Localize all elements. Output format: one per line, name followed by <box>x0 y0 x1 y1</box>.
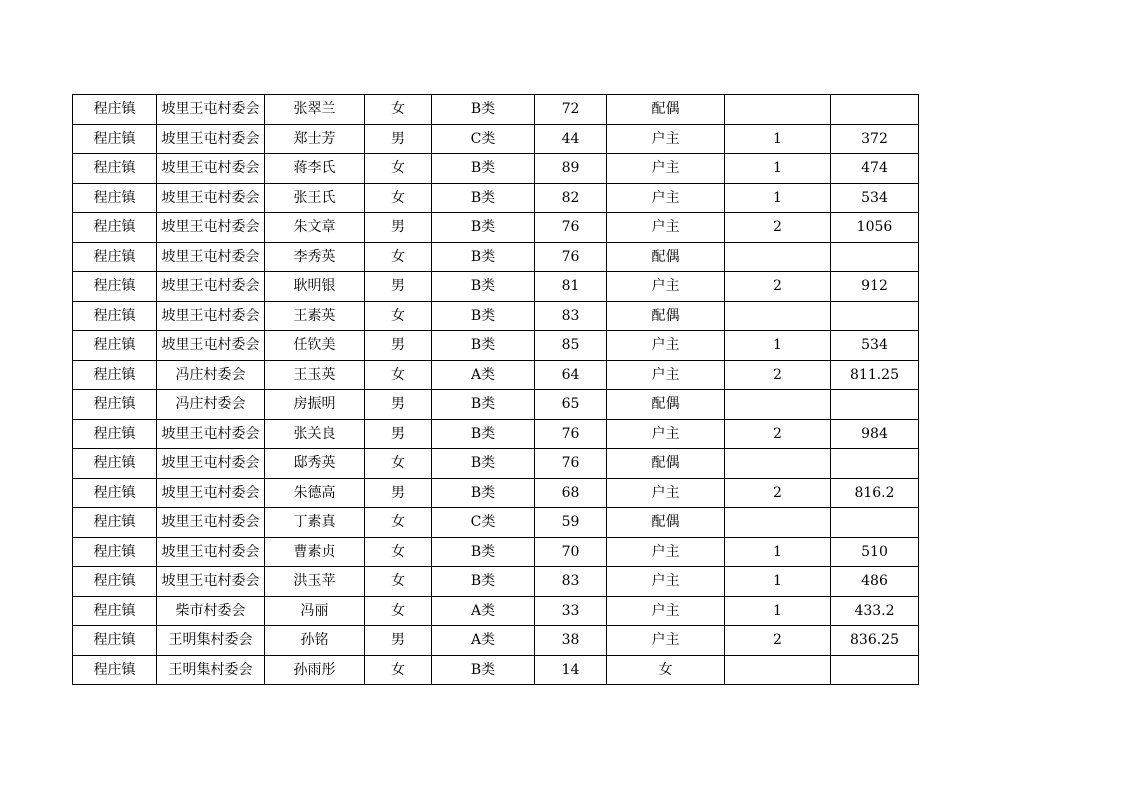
name-cell: 王玉英 <box>265 360 365 390</box>
town-cell: 程庄镇 <box>73 272 157 302</box>
table-row <box>73 478 919 508</box>
name-cell: 张翠兰 <box>265 95 365 125</box>
household-size-cell: 1 <box>725 596 831 626</box>
gender-cell: 男 <box>365 626 432 656</box>
category-cell: B类 <box>432 390 535 420</box>
table-body <box>73 95 919 685</box>
table-row <box>73 596 919 626</box>
age-cell: 83 <box>535 567 607 597</box>
town-cell: 程庄镇 <box>73 331 157 361</box>
amount-cell: 372 <box>831 124 919 154</box>
name-cell: 朱文章 <box>265 213 365 243</box>
household-size-cell <box>725 301 831 331</box>
name-cell: 房振明 <box>265 390 365 420</box>
relation-cell: 配偶 <box>607 301 725 331</box>
relation-cell: 配偶 <box>607 242 725 272</box>
town-cell: 程庄镇 <box>73 449 157 479</box>
relation-cell: 户主 <box>607 331 725 361</box>
gender-cell: 女 <box>365 567 432 597</box>
town-cell: 程庄镇 <box>73 183 157 213</box>
name-cell: 邸秀英 <box>265 449 365 479</box>
amount-cell: 486 <box>831 567 919 597</box>
name-cell: 孙雨彤 <box>265 655 365 685</box>
household-size-cell: 1 <box>725 124 831 154</box>
relation-cell: 户主 <box>607 154 725 184</box>
gender-cell: 女 <box>365 655 432 685</box>
table-row <box>73 508 919 538</box>
amount-cell: 811.25 <box>831 360 919 390</box>
category-cell: C类 <box>432 508 535 538</box>
town-cell: 程庄镇 <box>73 508 157 538</box>
amount-cell: 984 <box>831 419 919 449</box>
amount-cell <box>831 508 919 538</box>
village-cell: 坡里王屯村委会 <box>157 301 265 331</box>
amount-cell: 534 <box>831 331 919 361</box>
gender-cell: 女 <box>365 154 432 184</box>
age-cell: 82 <box>535 183 607 213</box>
table-row <box>73 95 919 125</box>
gender-cell: 女 <box>365 360 432 390</box>
village-cell: 坡里王屯村委会 <box>157 154 265 184</box>
town-cell: 程庄镇 <box>73 655 157 685</box>
relation-cell: 户主 <box>607 360 725 390</box>
table-row <box>73 537 919 567</box>
category-cell: B类 <box>432 154 535 184</box>
category-cell: B类 <box>432 183 535 213</box>
town-cell: 程庄镇 <box>73 124 157 154</box>
village-cell: 坡里王屯村委会 <box>157 183 265 213</box>
name-cell: 孙铭 <box>265 626 365 656</box>
age-cell: 85 <box>535 331 607 361</box>
town-cell: 程庄镇 <box>73 301 157 331</box>
household-size-cell <box>725 390 831 420</box>
village-cell: 坡里王屯村委会 <box>157 242 265 272</box>
name-cell: 王素英 <box>265 301 365 331</box>
table-row <box>73 655 919 685</box>
gender-cell: 男 <box>365 213 432 243</box>
age-cell: 38 <box>535 626 607 656</box>
household-size-cell: 2 <box>725 360 831 390</box>
category-cell: B类 <box>432 419 535 449</box>
age-cell: 64 <box>535 360 607 390</box>
category-cell: B类 <box>432 449 535 479</box>
relation-cell: 配偶 <box>607 390 725 420</box>
village-cell: 坡里王屯村委会 <box>157 567 265 597</box>
village-cell: 柴市村委会 <box>157 596 265 626</box>
name-cell: 任钦美 <box>265 331 365 361</box>
category-cell: B类 <box>432 213 535 243</box>
town-cell: 程庄镇 <box>73 596 157 626</box>
amount-cell <box>831 242 919 272</box>
village-cell: 王明集村委会 <box>157 655 265 685</box>
village-cell: 冯庄村委会 <box>157 360 265 390</box>
category-cell: B类 <box>432 537 535 567</box>
town-cell: 程庄镇 <box>73 360 157 390</box>
category-cell: A类 <box>432 626 535 656</box>
age-cell: 59 <box>535 508 607 538</box>
amount-cell: 836.25 <box>831 626 919 656</box>
age-cell: 83 <box>535 301 607 331</box>
relation-cell: 配偶 <box>607 449 725 479</box>
village-cell: 坡里王屯村委会 <box>157 124 265 154</box>
amount-cell: 510 <box>831 537 919 567</box>
town-cell: 程庄镇 <box>73 242 157 272</box>
name-cell: 张关良 <box>265 419 365 449</box>
table-row <box>73 242 919 272</box>
town-cell: 程庄镇 <box>73 419 157 449</box>
amount-cell <box>831 95 919 125</box>
gender-cell: 女 <box>365 95 432 125</box>
category-cell: B类 <box>432 331 535 361</box>
relation-cell: 配偶 <box>607 95 725 125</box>
village-cell: 坡里王屯村委会 <box>157 95 265 125</box>
village-cell: 王明集村委会 <box>157 626 265 656</box>
relation-cell: 户主 <box>607 124 725 154</box>
household-size-cell <box>725 449 831 479</box>
age-cell: 81 <box>535 272 607 302</box>
amount-cell <box>831 449 919 479</box>
relation-cell: 户主 <box>607 272 725 302</box>
village-cell: 坡里王屯村委会 <box>157 478 265 508</box>
age-cell: 76 <box>535 242 607 272</box>
age-cell: 65 <box>535 390 607 420</box>
category-cell: B类 <box>432 301 535 331</box>
amount-cell: 816.2 <box>831 478 919 508</box>
name-cell: 丁素真 <box>265 508 365 538</box>
village-cell: 坡里王屯村委会 <box>157 213 265 243</box>
relation-cell: 配偶 <box>607 508 725 538</box>
gender-cell: 女 <box>365 508 432 538</box>
category-cell: B类 <box>432 95 535 125</box>
age-cell: 68 <box>535 478 607 508</box>
town-cell: 程庄镇 <box>73 478 157 508</box>
household-size-cell: 2 <box>725 213 831 243</box>
table-row <box>73 331 919 361</box>
household-size-cell: 1 <box>725 331 831 361</box>
name-cell: 洪玉苹 <box>265 567 365 597</box>
town-cell: 程庄镇 <box>73 567 157 597</box>
household-size-cell <box>725 95 831 125</box>
name-cell: 曹素贞 <box>265 537 365 567</box>
category-cell: B类 <box>432 272 535 302</box>
amount-cell: 534 <box>831 183 919 213</box>
name-cell: 耿明银 <box>265 272 365 302</box>
amount-cell: 912 <box>831 272 919 302</box>
gender-cell: 女 <box>365 242 432 272</box>
household-size-cell: 1 <box>725 154 831 184</box>
table-row <box>73 183 919 213</box>
category-cell: B类 <box>432 242 535 272</box>
village-cell: 坡里王屯村委会 <box>157 419 265 449</box>
amount-cell <box>831 301 919 331</box>
amount-cell <box>831 390 919 420</box>
category-cell: A类 <box>432 596 535 626</box>
village-cell: 冯庄村委会 <box>157 390 265 420</box>
relation-cell: 户主 <box>607 183 725 213</box>
household-size-cell <box>725 508 831 538</box>
relation-cell: 户主 <box>607 596 725 626</box>
town-cell: 程庄镇 <box>73 390 157 420</box>
gender-cell: 女 <box>365 183 432 213</box>
gender-cell: 男 <box>365 331 432 361</box>
relation-cell: 户主 <box>607 567 725 597</box>
town-cell: 程庄镇 <box>73 95 157 125</box>
amount-cell <box>831 655 919 685</box>
name-cell: 李秀英 <box>265 242 365 272</box>
table-row <box>73 449 919 479</box>
village-cell: 坡里王屯村委会 <box>157 449 265 479</box>
category-cell: B类 <box>432 478 535 508</box>
amount-cell: 474 <box>831 154 919 184</box>
household-size-cell: 2 <box>725 626 831 656</box>
village-cell: 坡里王屯村委会 <box>157 331 265 361</box>
table-row <box>73 213 919 243</box>
town-cell: 程庄镇 <box>73 626 157 656</box>
name-cell: 冯丽 <box>265 596 365 626</box>
household-size-cell: 1 <box>725 537 831 567</box>
relation-cell: 户主 <box>607 626 725 656</box>
table-row <box>73 419 919 449</box>
gender-cell: 女 <box>365 596 432 626</box>
table-row <box>73 301 919 331</box>
gender-cell: 男 <box>365 478 432 508</box>
category-cell: C类 <box>432 124 535 154</box>
relation-cell: 户主 <box>607 478 725 508</box>
age-cell: 33 <box>535 596 607 626</box>
table-row <box>73 626 919 656</box>
name-cell: 朱德高 <box>265 478 365 508</box>
amount-cell: 1056 <box>831 213 919 243</box>
table-row <box>73 124 919 154</box>
gender-cell: 女 <box>365 449 432 479</box>
household-size-cell <box>725 655 831 685</box>
age-cell: 76 <box>535 213 607 243</box>
category-cell: B类 <box>432 567 535 597</box>
table-row <box>73 272 919 302</box>
table-row <box>73 154 919 184</box>
gender-cell: 男 <box>365 419 432 449</box>
village-cell: 坡里王屯村委会 <box>157 272 265 302</box>
household-size-cell: 2 <box>725 478 831 508</box>
town-cell: 程庄镇 <box>73 213 157 243</box>
age-cell: 89 <box>535 154 607 184</box>
table-row <box>73 567 919 597</box>
gender-cell: 女 <box>365 537 432 567</box>
household-size-cell: 1 <box>725 567 831 597</box>
category-cell: A类 <box>432 360 535 390</box>
name-cell: 张王氏 <box>265 183 365 213</box>
village-cell: 坡里王屯村委会 <box>157 537 265 567</box>
table-row <box>73 360 919 390</box>
gender-cell: 女 <box>365 301 432 331</box>
category-cell: B类 <box>432 655 535 685</box>
town-cell: 程庄镇 <box>73 154 157 184</box>
relation-cell: 户主 <box>607 419 725 449</box>
household-size-cell: 2 <box>725 419 831 449</box>
household-size-cell <box>725 242 831 272</box>
age-cell: 76 <box>535 419 607 449</box>
relation-cell: 户主 <box>607 213 725 243</box>
table-row <box>73 390 919 420</box>
gender-cell: 男 <box>365 272 432 302</box>
name-cell: 蒋李氏 <box>265 154 365 184</box>
data-table <box>72 94 919 685</box>
age-cell: 14 <box>535 655 607 685</box>
age-cell: 76 <box>535 449 607 479</box>
town-cell: 程庄镇 <box>73 537 157 567</box>
relation-cell: 女 <box>607 655 725 685</box>
household-size-cell: 1 <box>725 183 831 213</box>
amount-cell: 433.2 <box>831 596 919 626</box>
relation-cell: 户主 <box>607 537 725 567</box>
age-cell: 70 <box>535 537 607 567</box>
household-size-cell: 2 <box>725 272 831 302</box>
age-cell: 72 <box>535 95 607 125</box>
gender-cell: 男 <box>365 124 432 154</box>
gender-cell: 男 <box>365 390 432 420</box>
village-cell: 坡里王屯村委会 <box>157 508 265 538</box>
name-cell: 郑士芳 <box>265 124 365 154</box>
age-cell: 44 <box>535 124 607 154</box>
